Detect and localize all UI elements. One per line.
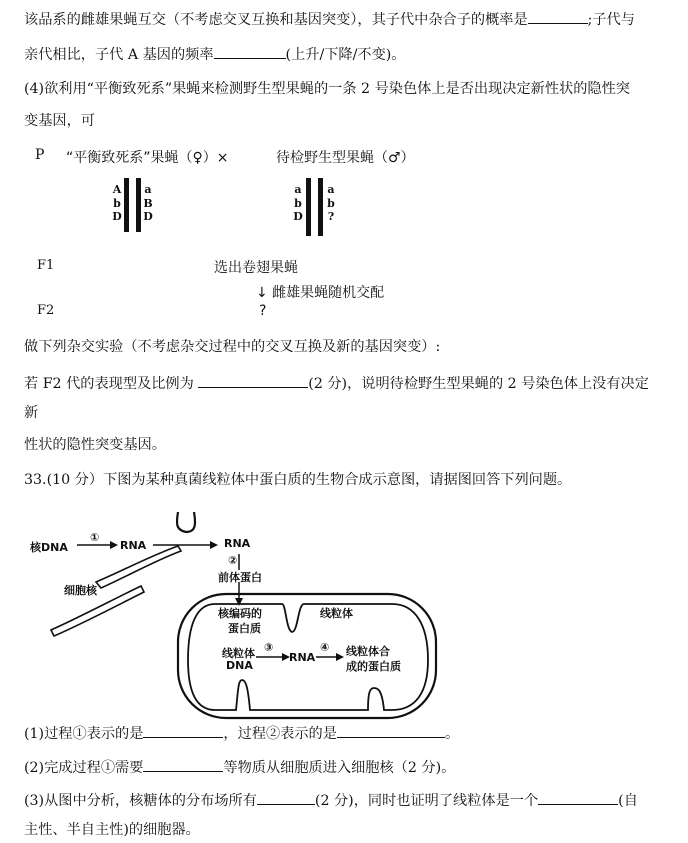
label-mito-protein-1: 线粒体合 <box>346 645 390 658</box>
male-left-genes: a b D <box>293 183 303 223</box>
male-parent-label: 待检野生型果蝇（♂） <box>276 150 415 166</box>
label-step-1: ① <box>90 531 100 544</box>
label-nuclear-dna: 核DNA <box>30 541 68 554</box>
q33-part2: (2)完成过程①需要 等物质从细胞质进入细胞核（2 分)。 <box>24 757 455 778</box>
label-precursor-protein: 前体蛋白 <box>218 571 262 584</box>
random-mating-arrow: ↓ 雌雄果蝇随机交配 <box>256 285 385 301</box>
q33-part1: (1)过程①表示的是 ，过程②表示的是 。 <box>24 723 459 744</box>
answer-blank-autonomy[interactable] <box>538 790 618 805</box>
q33-part3-line2: 主性、半自主性)的细胞器。 <box>24 822 200 838</box>
nuclear-membrane-upper <box>96 546 181 588</box>
answer-blank-ribosome-sites[interactable] <box>257 790 315 805</box>
f2-label: F2 <box>37 303 55 318</box>
label-mitochondrion: 线粒体 <box>320 607 353 620</box>
label-mito-dna-2: DNA <box>226 659 253 672</box>
arrowhead <box>110 541 118 549</box>
label-nuclear-encoded-1: 核编码的 <box>218 607 262 620</box>
text-part4-line1: (4)欲利用“平衡致死系”果蝇来检测野生型果蝇的一条 2 号染色体上是否出现决定新性状的隐性突 <box>24 81 630 97</box>
female-right-genes: a B D <box>143 183 153 223</box>
text-experiment-line: 做下列杂交实验（不考虑杂交过程中的交叉互换及新的基因突变）: <box>24 339 441 355</box>
label-nucleus: 细胞核 <box>64 584 97 597</box>
arrowhead <box>210 541 218 549</box>
male-right-genes: a b ? <box>327 183 335 223</box>
female-left-genes: A b D <box>112 183 122 223</box>
text-trait-line: 性状的隐性突变基因。 <box>24 437 166 453</box>
label-rna-nuclear: RNA <box>120 539 147 552</box>
text-new-line: 新 <box>24 405 39 421</box>
label-rna-cytoplasm: RNA <box>224 537 251 550</box>
label-nuclear-encoded-2: 蛋白质 <box>228 622 261 635</box>
label-mito-protein-2: 成的蛋白质 <box>346 660 401 673</box>
membrane-channel <box>177 512 195 532</box>
text-part4-line2: 变基因，可 <box>24 113 95 129</box>
text-line-1: 该品系的雌雄果蝇互交（不考虑交叉互换和基因突变），其子代中杂合子的概率是 ;子代与 <box>24 9 635 30</box>
q33-stem: 33.(10 分）下图为某种真菌线粒体中蛋白质的生物合成示意图，请据图回答下列问题。 <box>24 472 572 488</box>
arrowhead <box>336 653 344 661</box>
answer-blank-process1[interactable] <box>143 723 223 738</box>
p-generation-label: P <box>35 147 45 163</box>
f2-result: ? <box>259 303 267 319</box>
label-step-4: ④ <box>320 641 330 654</box>
text-line-2: 亲代相比，子代 A 基因的频率 (上升/下降/不变)。 <box>24 44 405 65</box>
label-mito-dna-1: 线粒体 <box>222 647 255 660</box>
label-rna-mito: RNA <box>289 651 316 664</box>
f1-label: F1 <box>37 258 55 273</box>
answer-blank-substances[interactable] <box>143 757 223 772</box>
f1-selection: 选出卷翅果蝇 <box>214 260 298 276</box>
text-f2-line: 若 F2 代的表现型及比例为 (2 分)，说明待检野生型果蝇的 2 号染色体上没有决定 <box>24 373 649 394</box>
answer-blank-process2[interactable] <box>337 723 445 738</box>
q33-part3: (3)从图中分析，核糖体的分布场所有 (2 分)，同时也证明了线粒体是一个 (自 <box>24 790 638 811</box>
female-parent-label: “平衡致死系”果蝇（♀）× <box>66 150 229 166</box>
label-step-3: ③ <box>264 641 274 654</box>
label-step-2: ② <box>228 554 238 567</box>
